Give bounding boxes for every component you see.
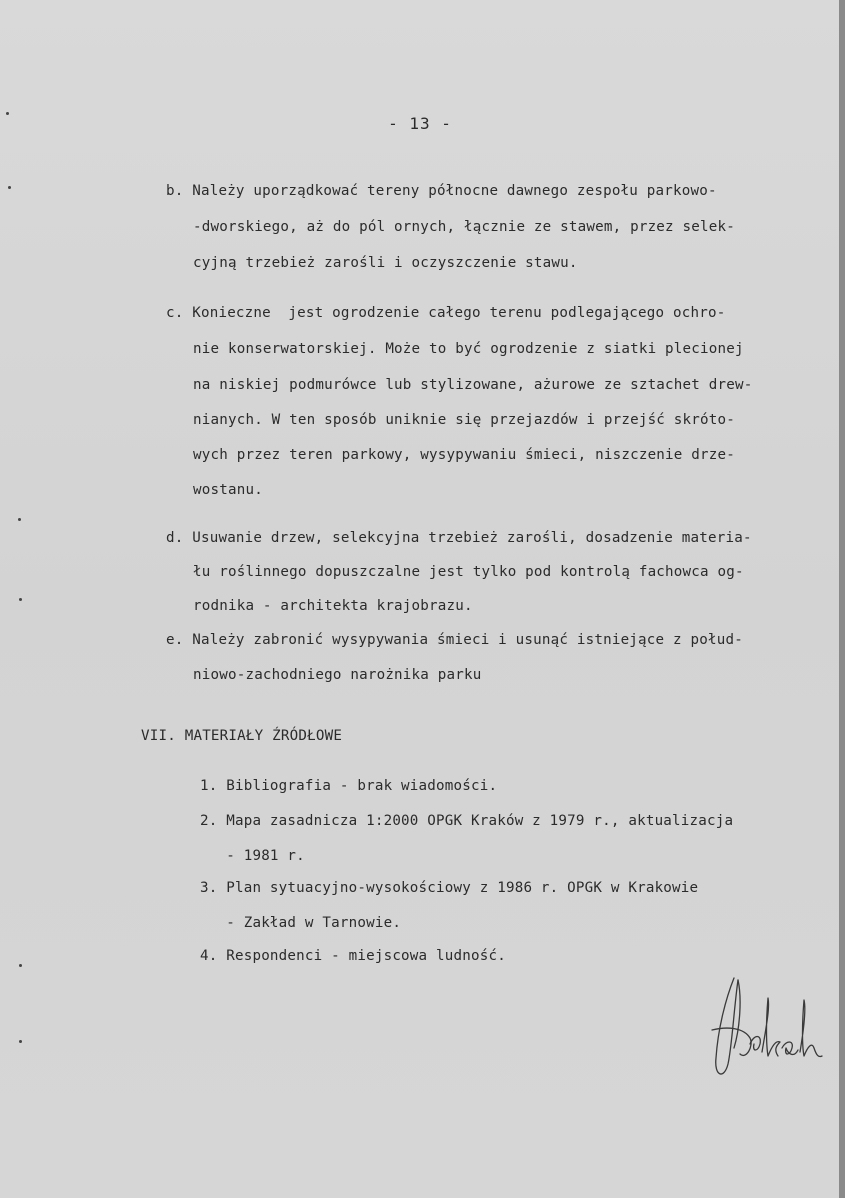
margin-mark [18,518,21,521]
item-e-line-2: niowo-zachodniego narożnika parku [193,667,482,683]
item-c-line-5: wych przez teren parkowy, wysypywaniu śmieci, niszczenie drze- [193,447,735,463]
item-b-line-1: b. Należy uporządkować tereny północne dawnego zespołu parkowo- [166,183,717,199]
item-c-line-6: wostanu. [193,482,263,498]
item-d-line-3: rodnika - architekta krajobrazu. [193,598,473,614]
source-item-3-line-2: - Zakład w Tarnowie. [200,915,402,931]
source-item-1: 1. Bibliografia - brak wiadomości. [200,778,498,794]
item-b-line-3: cyjną trzebież zarośli i oczyszczenie stawu. [193,255,578,271]
margin-mark [19,964,22,967]
margin-mark [6,112,9,115]
source-item-2-line-1: 2. Mapa zasadnicza 1:2000 OPGK Kraków z 1979 r., aktualizacja [200,813,734,829]
item-b-line-2: -dworskiego, aż do pól ornych, łącznie ze stawem, przez selek- [193,219,735,235]
item-d-line-1: d. Usuwanie drzew, selekcyjna trzebież zarośli, dosadzenie materia- [166,530,752,546]
item-c-line-4: nianych. W ten sposób uniknie się przejazdów i przejść skróto- [193,412,735,428]
page-number: - 13 - [388,114,452,133]
item-c-line-3: na niskiej podmurówce lub stylizowane, ażurowe ze sztachet drew- [193,377,753,393]
margin-mark [19,598,22,601]
source-item-2-line-2: - 1981 r. [200,848,305,864]
signature-image [704,968,824,1088]
source-item-4: 4. Respondenci - miejscowa ludność. [200,948,506,964]
item-d-line-2: łu roślinnego dopuszczalne jest tylko pod kontrolą fachowca og- [193,564,744,580]
margin-mark [19,1040,22,1043]
item-c-line-2: nie konserwatorskiej. Może to być ogrodzenie z siatki plecionej [193,341,744,357]
section-heading: VII. MATERIAŁY ŹRÓDŁOWE [141,728,343,744]
margin-mark [8,186,11,189]
source-item-3-line-1: 3. Plan sytuacyjno-wysokościowy z 1986 r. OPGK w Krakowie [200,880,699,896]
item-e-line-1: e. Należy zabronić wysypywania śmieci i usunąć istniejące z połud- [166,632,743,648]
item-c-line-1: c. Konieczne jest ogrodzenie całego terenu podlegającego ochro- [166,305,726,321]
